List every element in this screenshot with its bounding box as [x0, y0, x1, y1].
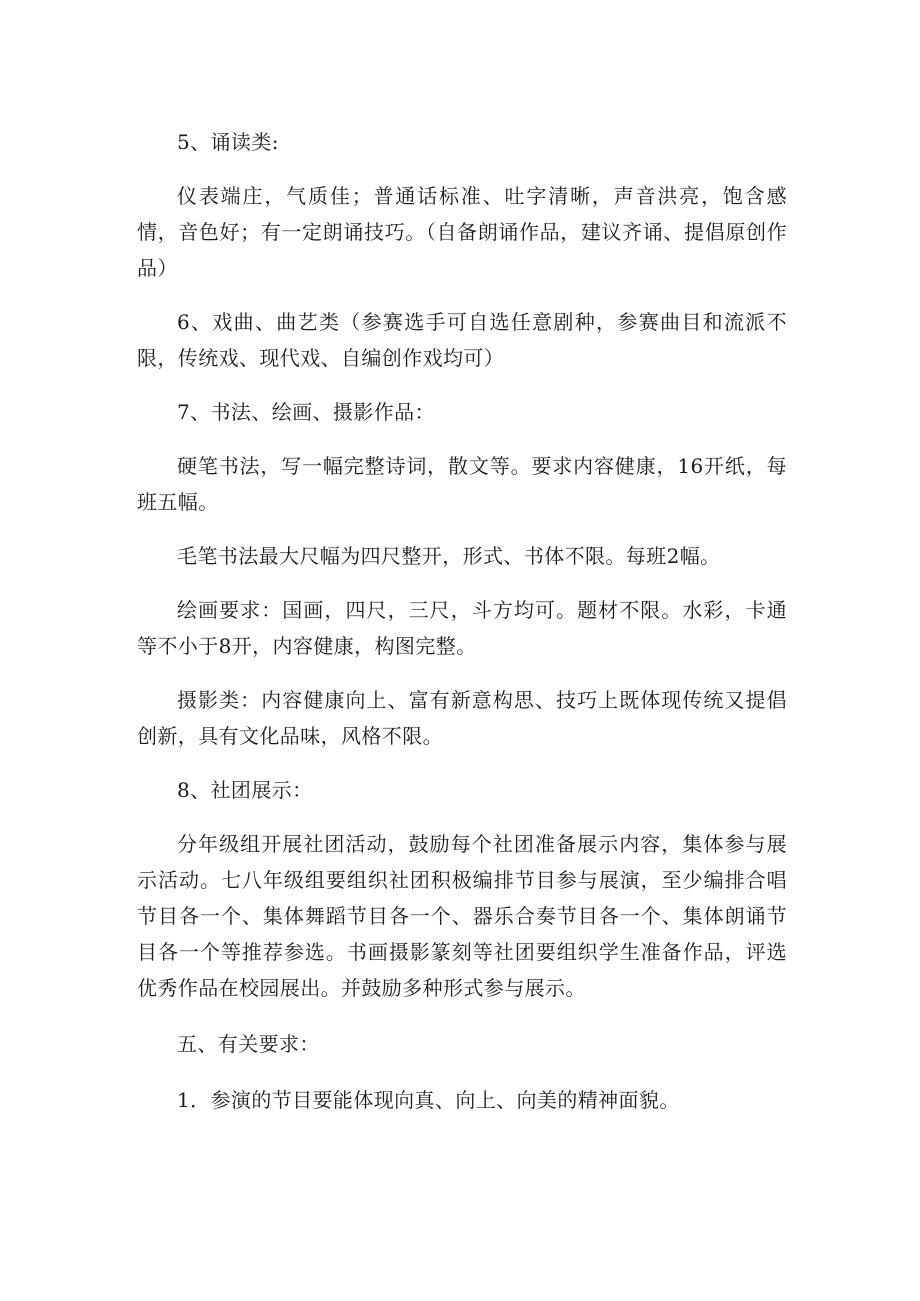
heading-recitation: 5、诵读类:	[177, 130, 279, 154]
heading-opera: 6、戏曲、曲艺类（参赛选手可自选任意剧种，参赛曲目和流派不限，传统戏、现代戏、自编创作戏均可）	[137, 310, 787, 370]
heading-related-requirements: 五、有关要求：	[177, 1032, 320, 1056]
heading-calligraphy-painting-photography: 7、书法、绘画、摄影作品：	[177, 400, 435, 424]
heading-club-showcase: 8、社团展示：	[177, 778, 313, 802]
paragraph-painting-requirements: 绘画要求：国画，四尺，三尺，斗方均可。题材不限。水彩，卡通等不小于8开，内容健康，构图完整。	[137, 598, 787, 658]
paragraph-photography: 摄影类：内容健康向上、富有新意构思、技巧上既体现传统又提倡创新，具有文化品味，风格不限。	[137, 688, 787, 748]
paragraph-hard-pen-calligraphy: 硬笔书法，写一幅完整诗词，散文等。要求内容健康，16开纸，每班五幅。	[137, 454, 787, 514]
paragraph-club-activities: 分年级组开展社团活动，鼓励每个社团准备展示内容，集体参与展示活动。七八年级组要组织社团积极编排节目参与展演，至少编排合唱节目各一个、集体舞蹈节目各一个、器乐合奏节目各一个、集体朗诵节目各一个等推荐参选。书画摄影篆刻等社团要组织学生准备作品，评选优秀作品在校园展出。并鼓励多种形式参与展示。	[137, 832, 787, 1000]
document-body	[137, 124, 787, 1118]
paragraph-requirement-1: 1．参演的节目要能体现向真、向上、向美的精神面貌。	[177, 1088, 680, 1112]
paragraph-brush-calligraphy: 毛笔书法最大尺幅为四尺整开，形式、书体不限。每班2幅。	[177, 544, 721, 568]
paragraph-recitation-requirements: 仪表端庄，气质佳；普通话标准、吐字清晰，声音洪亮，饱含感情，音色好；有一定朗诵技巧。（自备朗诵作品，建议齐诵、提倡原创作品）	[137, 184, 787, 280]
